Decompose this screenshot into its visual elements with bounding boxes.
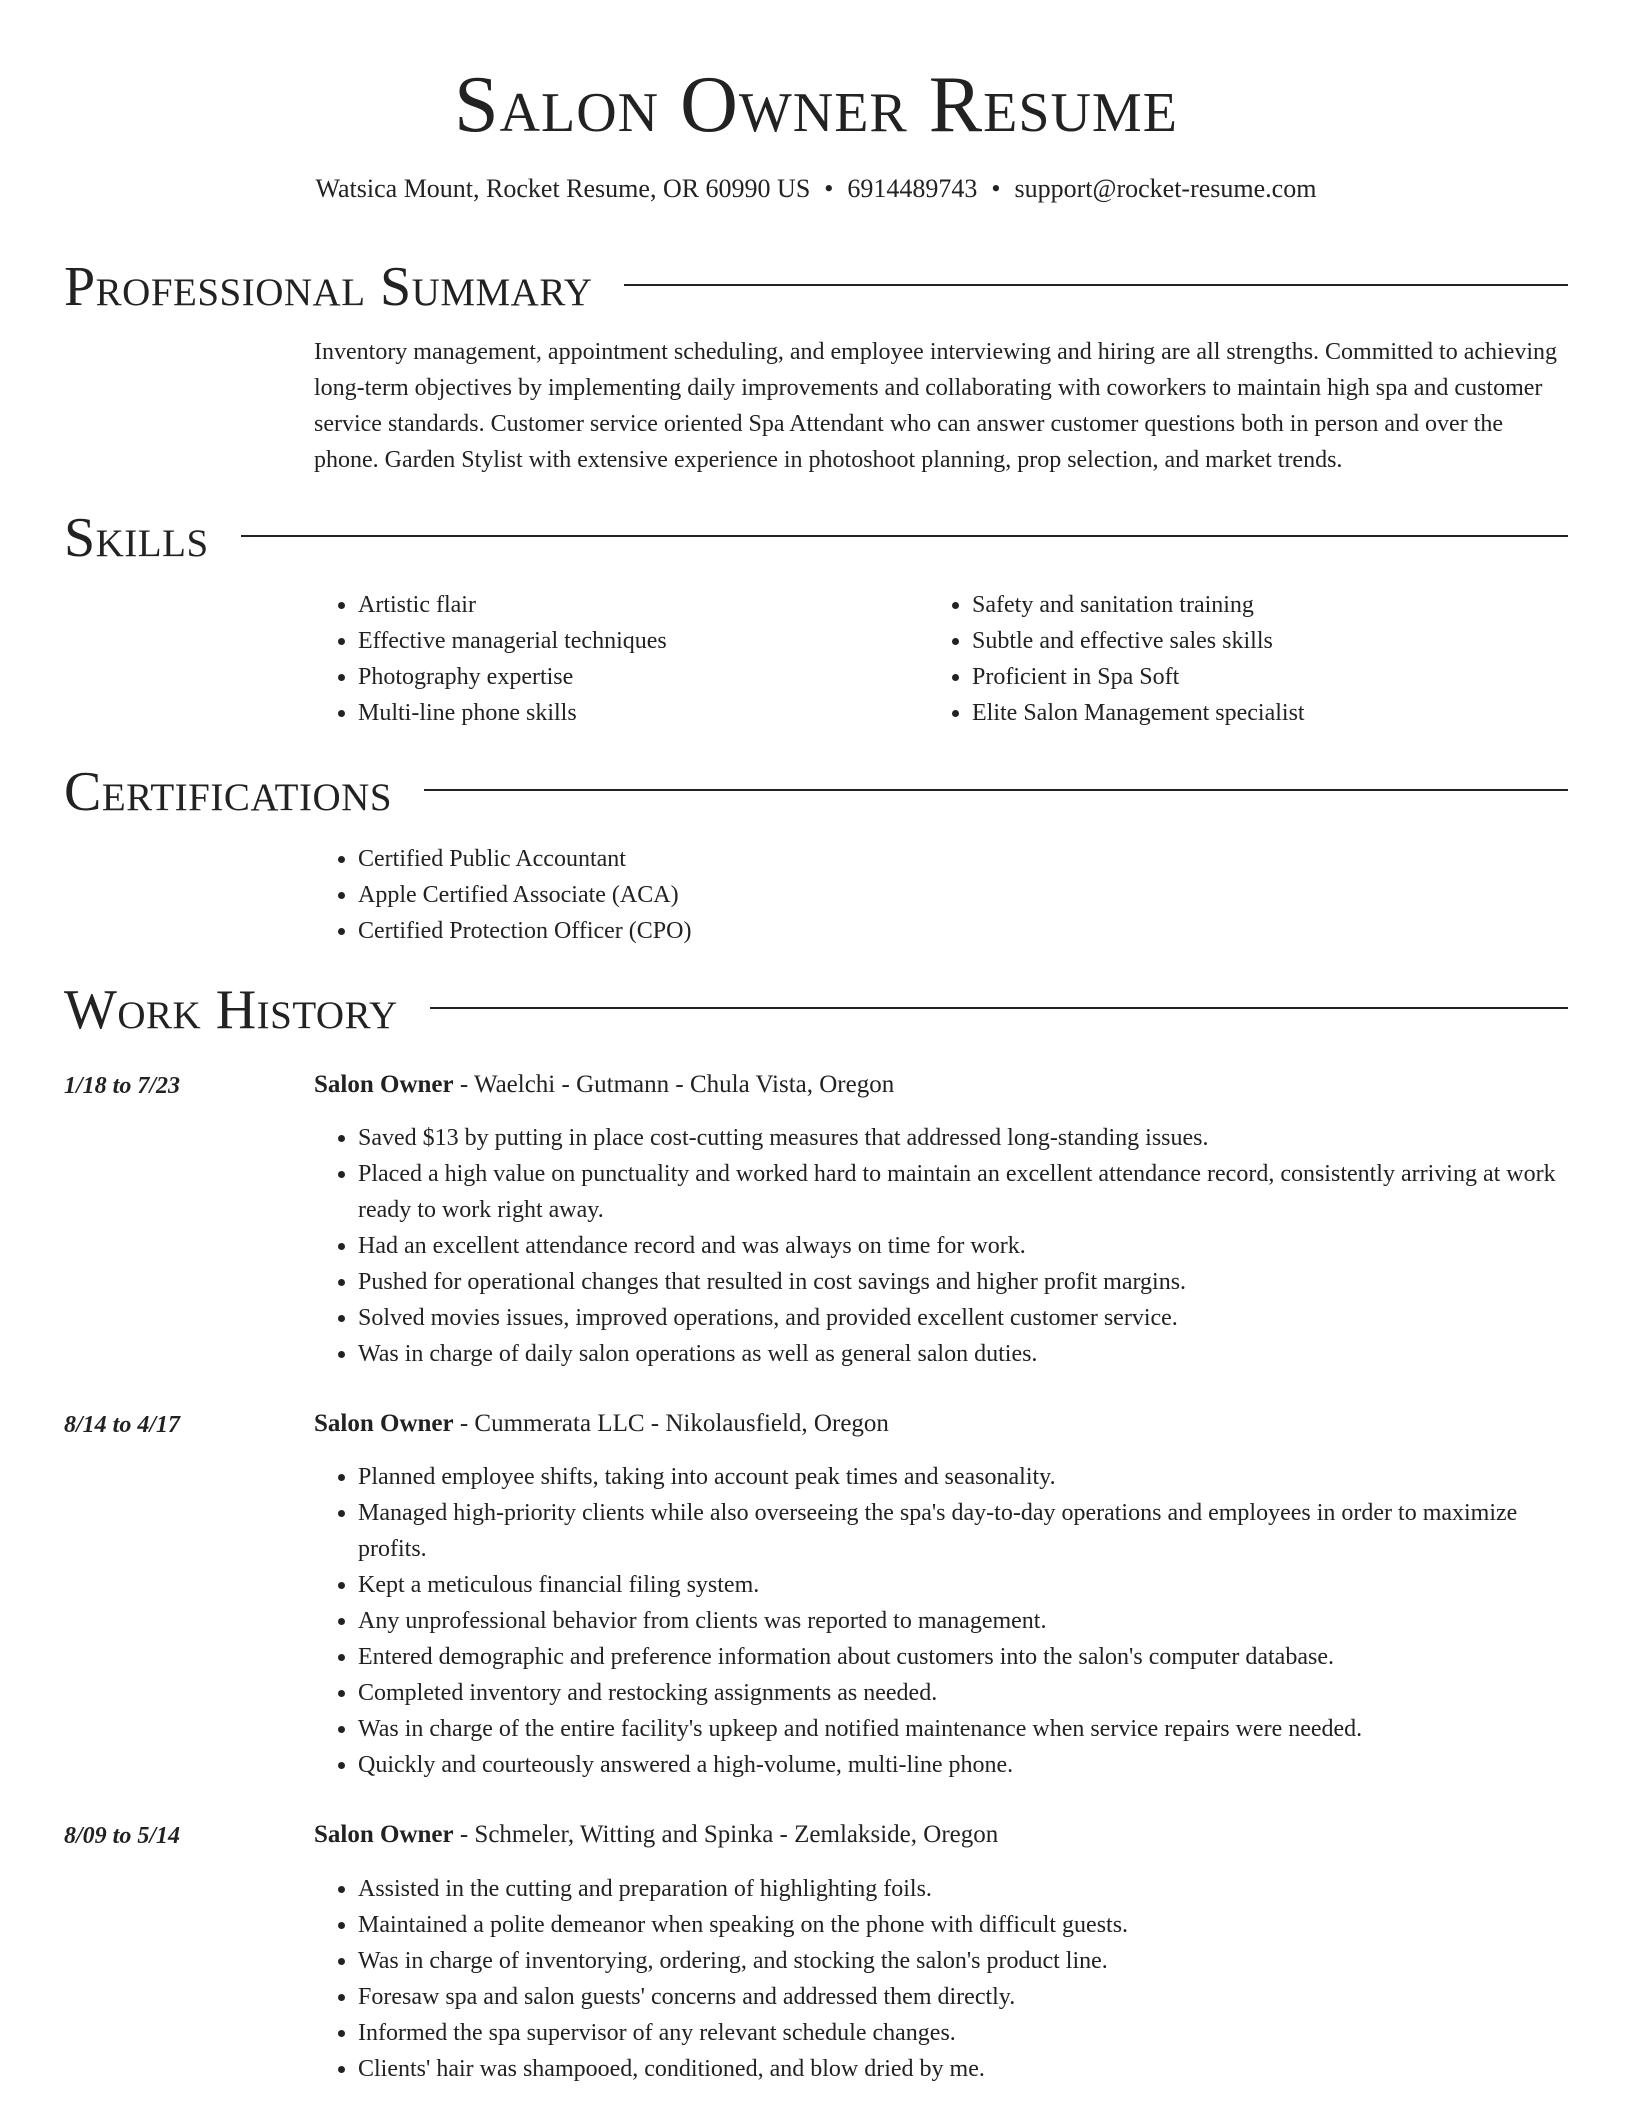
job-duties	[314, 1459, 1568, 1783]
duty-item: • Completed inventory and restocking assignments as needed.	[358, 1675, 1568, 1711]
duty-item: • Planned employee shifts, taking into account peak times and seasonality.	[358, 1459, 1568, 1495]
contact-phone: 6914489743	[847, 174, 978, 203]
job-dates: 1/18 to 7/23	[64, 1073, 181, 1099]
duty-item: • Was in charge of the entire facility's upkeep and notified maintenance when service repairs were needed.	[358, 1711, 1568, 1747]
skill-item: • Artistic flair	[358, 587, 874, 623]
duty-item: • Kept a meticulous financial filing system.	[358, 1567, 1568, 1603]
certifications-list	[314, 841, 1214, 949]
contact-line	[0, 172, 1632, 206]
skill-item: • Elite Salon Management specialist	[972, 695, 1488, 731]
duties-list	[314, 1871, 1568, 2087]
job-role: Salon Owner	[314, 1071, 454, 1098]
contact-separator: •	[824, 174, 834, 203]
skills-list	[314, 587, 874, 731]
section-divider	[430, 1007, 1568, 1009]
job-role: Salon Owner	[314, 1821, 454, 1848]
skill-item: • Effective managerial techniques	[358, 623, 874, 659]
certification-item: • Apple Certified Associate (ACA)	[358, 877, 1214, 913]
job-role: Salon Owner	[314, 1410, 454, 1437]
job-header	[314, 1067, 1568, 1103]
skill-item: • Subtle and effective sales skills	[972, 623, 1488, 659]
section-title: Work History	[64, 979, 398, 1041]
section-title: Certifications	[64, 761, 393, 823]
contact-separator: •	[991, 174, 1001, 203]
section-heading-certifications	[64, 757, 1568, 827]
duty-item: • Clients' hair was shampooed, conditioned, and blow dried by me.	[358, 2051, 1568, 2087]
duty-item: • Pushed for operational changes that resulted in cost savings and higher profit margins.	[358, 1264, 1568, 1300]
duty-item: • Saved $13 by putting in place cost-cutting measures that addressed long-standing issues.	[358, 1120, 1568, 1156]
job-header	[314, 1406, 1568, 1442]
duties-list	[314, 1120, 1568, 1372]
duty-item: • Entered demographic and preference information about customers into the salon's computer database.	[358, 1639, 1568, 1675]
page-title: Salon Owner Resume	[454, 61, 1178, 149]
section-title: Professional Summary	[64, 256, 593, 318]
duty-item: • Assisted in the cutting and preparation of highlighting foils.	[358, 1871, 1568, 1907]
certification-item: • Certified Public Accountant	[358, 841, 1214, 877]
job-duties	[314, 1871, 1568, 2087]
job-header	[314, 1817, 1568, 1853]
job-employer: - Cummerata LLC - Nikolausfield, Oregon	[453, 1410, 889, 1437]
certification-item: • Certified Protection Officer (CPO)	[358, 913, 1214, 949]
duty-item: • Managed high-priority clients while also overseeing the spa's day-to-day operations and employees in order to maximize profits.	[358, 1495, 1568, 1567]
job-employer: - Waelchi - Gutmann - Chula Vista, Oregon	[453, 1071, 895, 1098]
section-title: Skills	[64, 507, 209, 569]
skill-item: • Photography expertise	[358, 659, 874, 695]
skills-column-right	[928, 587, 1488, 731]
job-employer: - Schmeler, Witting and Spinka - Zemlakside, Oregon	[453, 1821, 999, 1848]
duties-list	[314, 1459, 1568, 1783]
duty-item: • Had an excellent attendance record and was always on time for work.	[358, 1228, 1568, 1264]
summary-text: Inventory management, appointment scheduling, and employee interviewing and hiring are all strengths. Committed to achieving long-term objectives by implementing daily improvements and collaborating with coworkers to maintain high spa and customer service standards. Customer service oriented Spa Attendant who can answer customer questions both in person and over the phone. Garden Stylist with extensive experience in photoshoot planning, prop selection, and market trends.	[314, 339, 1558, 473]
skill-item: • Multi-line phone skills	[358, 695, 874, 731]
duty-item: • Solved movies issues, improved operations, and provided excellent customer service.	[358, 1300, 1568, 1336]
skills-column-left	[314, 587, 874, 731]
skill-item: • Safety and sanitation training	[972, 587, 1488, 623]
section-heading-work-history	[64, 975, 1568, 1045]
section-heading-summary	[64, 252, 1568, 322]
skill-item: • Proficient in Spa Soft	[972, 659, 1488, 695]
duty-item: • Placed a high value on punctuality and worked hard to maintain an excellent attendance record, consistently arriving at work ready to work right away.	[358, 1156, 1568, 1228]
job-dates: 8/14 to 4/17	[64, 1412, 181, 1438]
section-divider	[424, 789, 1568, 791]
duty-item: • Maintained a polite demeanor when speaking on the phone with difficult guests.	[358, 1907, 1568, 1943]
skills-list	[928, 587, 1488, 731]
duty-item: • Was in charge of inventorying, ordering, and stocking the salon's product line.	[358, 1943, 1568, 1979]
certifications-block	[314, 841, 1214, 949]
job-dates: 8/09 to 5/14	[64, 1823, 181, 1849]
duty-item: • Any unprofessional behavior from clients was reported to management.	[358, 1603, 1568, 1639]
contact-email: support@rocket-resume.com	[1014, 174, 1317, 203]
section-divider	[241, 535, 1568, 537]
contact-address: Watsica Mount, Rocket Resume, OR 60990 US	[315, 174, 811, 203]
duty-item: • Informed the spa supervisor of any relevant schedule changes.	[358, 2015, 1568, 2051]
duty-item: • Foresaw spa and salon guests' concerns and addressed them directly.	[358, 1979, 1568, 2015]
section-heading-skills	[64, 503, 1568, 573]
section-divider	[624, 284, 1568, 286]
duty-item: • Was in charge of daily salon operations as well as general salon duties.	[358, 1336, 1568, 1372]
job-duties	[314, 1120, 1568, 1372]
duty-item: • Quickly and courteously answered a high-volume, multi-line phone.	[358, 1747, 1568, 1783]
